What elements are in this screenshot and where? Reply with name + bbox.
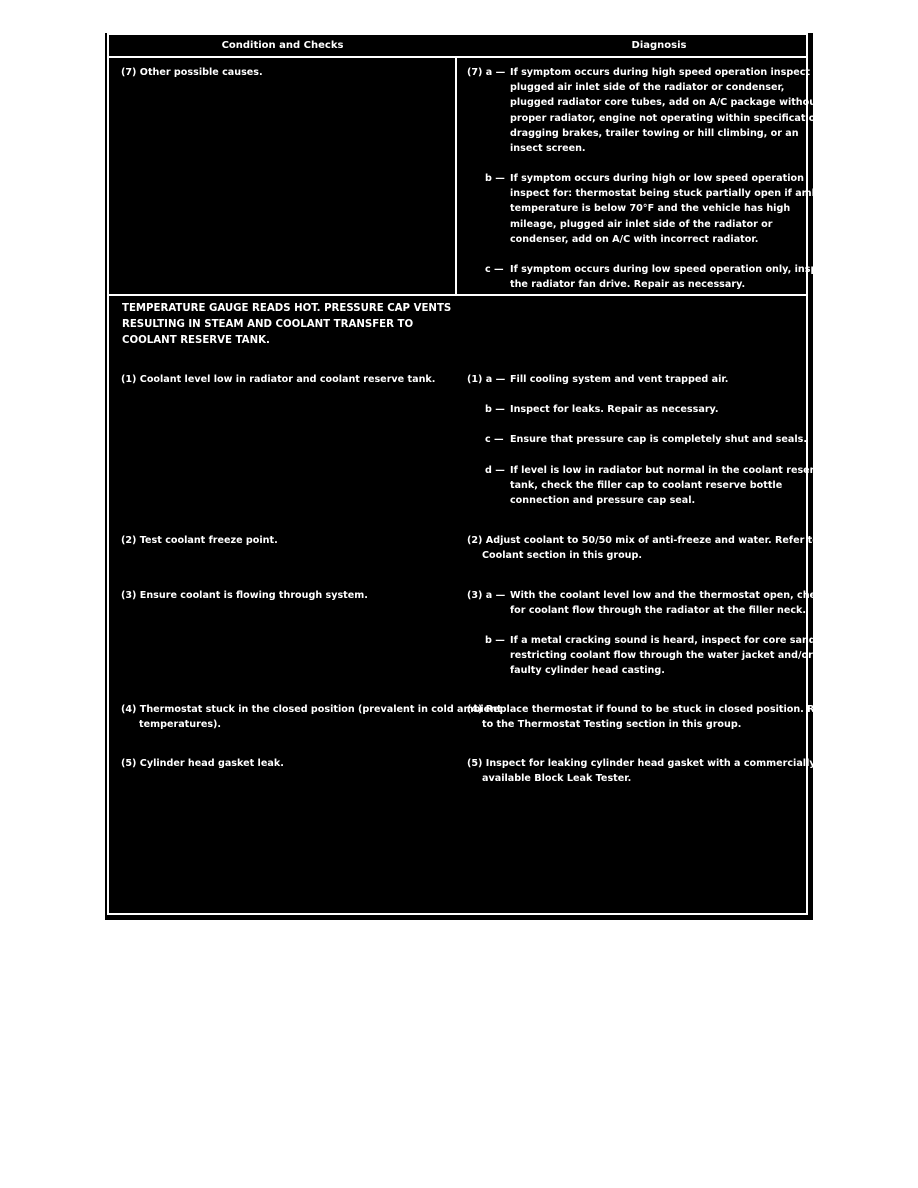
text-line: plugged air inlet side of the radiator or condenser, bbox=[510, 82, 785, 94]
row3-condition: (3) Ensure coolant is flowing through system. bbox=[121, 590, 368, 601]
text-line: available Block Leak Tester. bbox=[482, 773, 632, 785]
row1-item-b: Inspect for leaks. Repair as necessary. bbox=[510, 404, 719, 415]
text-line: faulty cylinder head casting. bbox=[510, 665, 665, 677]
row3-prefix: (3) a — bbox=[467, 590, 506, 601]
text-line: temperatures). bbox=[139, 719, 222, 731]
row2-condition: (2) Test coolant freeze point. bbox=[121, 535, 278, 546]
text-line: Coolant section in this group. bbox=[482, 550, 643, 562]
text-line: restricting coolant flow through the water jacket and/or a bbox=[510, 650, 823, 662]
text-line: If a metal cracking sound is heard, inspect for core sand bbox=[510, 635, 816, 646]
text-line: for coolant flow through the radiator at the filler neck. bbox=[510, 605, 807, 617]
text-line: If symptom occurs during high speed operation inspect for bbox=[510, 67, 829, 78]
row7-c-label: c — bbox=[485, 264, 504, 275]
text-line: mileage, plugged air inlet side of the radiator or bbox=[510, 218, 773, 230]
row1-item-c: Ensure that pressure cap is completely shut and seals. bbox=[510, 434, 808, 445]
table-header bbox=[109, 35, 806, 58]
condition-column-header: Condition and Checks bbox=[221, 40, 344, 51]
diagnosis-table bbox=[107, 33, 840, 915]
row7-prefix: (7) a — bbox=[467, 67, 506, 78]
row2-diagnosis bbox=[467, 533, 819, 563]
row4-condition bbox=[121, 702, 502, 732]
row1-condition: (1) Coolant level low in radiator and coolant reserve tank. bbox=[121, 374, 436, 385]
text-line: proper radiator, engine not operating within specifications, bbox=[510, 112, 832, 124]
text-line: the radiator fan drive. Repair as necessary. bbox=[510, 279, 746, 291]
text-line: If level is low in radiator but normal in the coolant reserve bbox=[510, 465, 828, 476]
text-line: dragging brakes, trailer towing or hill climbing, or an bbox=[510, 127, 799, 139]
row1-b-label: b — bbox=[485, 404, 505, 415]
text-line: If symptom occurs during high or low speed operation bbox=[510, 173, 804, 184]
text-line: If symptom occurs during low speed operation only, inspect bbox=[510, 264, 835, 275]
text-line: to the Thermostat Testing section in this group. bbox=[482, 719, 742, 731]
diagnosis-column-header: Diagnosis bbox=[631, 40, 687, 51]
row4-diagnosis bbox=[467, 702, 836, 732]
text-line: With the coolant level low and the thermostat open, check bbox=[510, 590, 829, 601]
text-line: plugged radiator core tubes, add on A/C package without bbox=[510, 97, 821, 109]
row1-d-label: d — bbox=[485, 465, 505, 476]
column-divider bbox=[455, 58, 457, 296]
text-line: (2) Adjust coolant to 50/50 mix of anti-freeze and water. Refer to bbox=[467, 535, 819, 546]
row7-item-a bbox=[510, 65, 832, 156]
row3-b-label: b — bbox=[485, 635, 505, 646]
row5-condition: (5) Cylinder head gasket leak. bbox=[121, 758, 284, 769]
row1-prefix: (1) a — bbox=[467, 374, 506, 385]
text-line: (4) Replace thermostat if found to be stuck in closed position. Refer bbox=[467, 704, 837, 715]
row3-item-a bbox=[510, 588, 828, 618]
text-line: (4) Thermostat stuck in the closed position (prevalent in cold ambient bbox=[121, 704, 502, 715]
row7-item-c bbox=[510, 262, 834, 292]
row3-item-b bbox=[510, 633, 823, 679]
section-heading bbox=[122, 301, 451, 349]
document-page bbox=[105, 33, 840, 920]
text-line: insect screen. bbox=[510, 143, 586, 155]
text-line: condenser, add on A/C with incorrect radiator. bbox=[510, 233, 759, 245]
heading-line: COOLANT RESERVE TANK. bbox=[122, 335, 270, 346]
row-divider bbox=[109, 294, 806, 296]
row7-item-b bbox=[510, 171, 840, 247]
row7-b-label: b — bbox=[485, 173, 505, 184]
text-line: temperature is below 70°F and the vehicle has high bbox=[510, 203, 791, 215]
row1-item-d bbox=[510, 463, 827, 509]
text-line: (5) Inspect for leaking cylinder head gasket with a commercially bbox=[467, 758, 816, 769]
row1-item-a: Fill cooling system and vent trapped air. bbox=[510, 374, 729, 385]
row5-diagnosis bbox=[467, 756, 816, 786]
heading-line: RESULTING IN STEAM AND COOLANT TRANSFER TO bbox=[122, 319, 414, 330]
row7-condition: (7) Other possible causes. bbox=[121, 67, 263, 78]
heading-line: TEMPERATURE GAUGE READS HOT. PRESSURE CAP VENTS bbox=[122, 303, 452, 314]
text-line: connection and pressure cap seal. bbox=[510, 495, 696, 507]
text-line: inspect for: thermostat being stuck partially open if ambient bbox=[510, 188, 840, 200]
row1-c-label: c — bbox=[485, 434, 504, 445]
text-line: tank, check the filler cap to coolant reserve bottle bbox=[510, 480, 783, 492]
